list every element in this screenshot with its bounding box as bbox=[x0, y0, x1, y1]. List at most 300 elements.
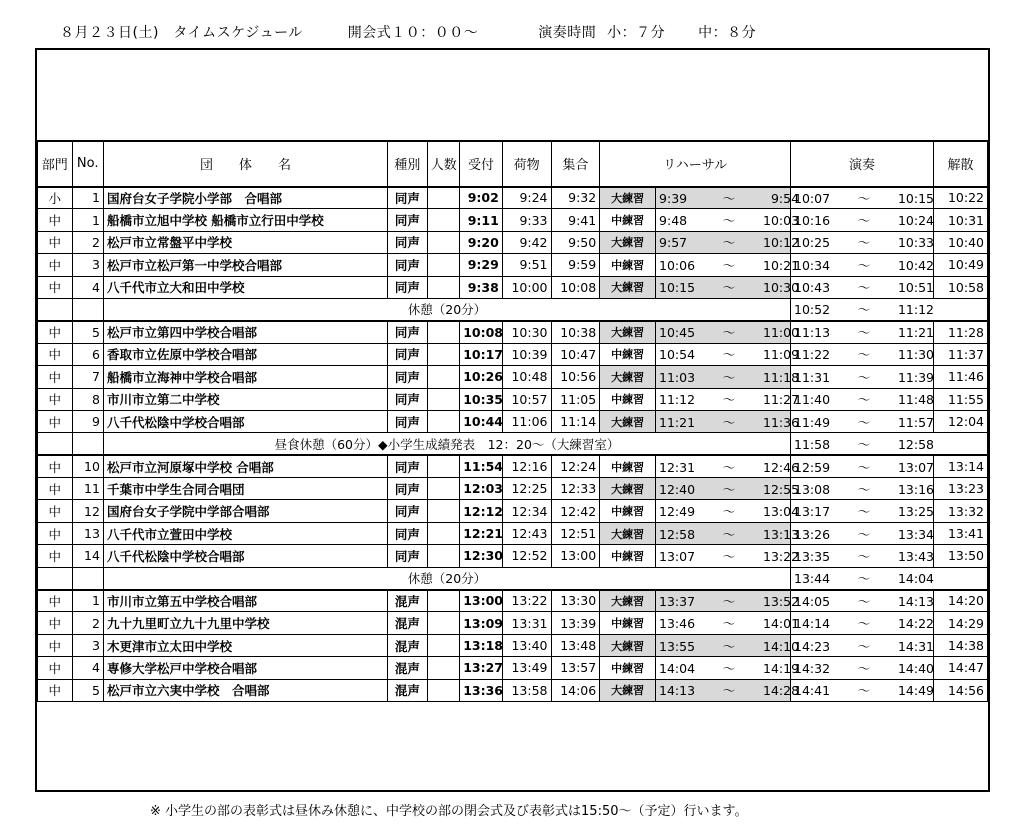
division-cell: 中 bbox=[38, 590, 73, 612]
performance-time-end: 11:39 bbox=[897, 369, 935, 385]
reception-cell: 9:20 bbox=[460, 231, 503, 253]
col-dismissal: 解散 bbox=[934, 141, 988, 187]
dismissal-cell: 10:40 bbox=[934, 231, 988, 253]
number-cell: 7 bbox=[72, 366, 103, 388]
gather-cell: 9:41 bbox=[551, 209, 600, 231]
break-time bbox=[791, 298, 934, 320]
col-group-name: 団 体 名 bbox=[103, 141, 387, 187]
gather-cell: 10:47 bbox=[551, 343, 600, 365]
rehearsal-time-start: 11:03 bbox=[659, 369, 696, 385]
rehearsal-room-cell: 大練習 bbox=[600, 276, 656, 298]
gather-cell: 12:33 bbox=[551, 478, 600, 500]
number-cell: 3 bbox=[72, 634, 103, 656]
division-cell: 中 bbox=[38, 343, 73, 365]
rehearsal-room-cell: 中練習 bbox=[600, 209, 656, 231]
performance-time bbox=[791, 410, 934, 432]
people-cell bbox=[427, 231, 459, 253]
tilde: ～ bbox=[722, 280, 736, 296]
tilde: ～ bbox=[857, 190, 871, 206]
performance-time bbox=[791, 276, 934, 298]
dismissal-cell: 13:23 bbox=[934, 478, 988, 500]
performance-time-end: 13:16 bbox=[897, 481, 935, 497]
group-name-cell: 八千代市立萱田中学校 bbox=[103, 522, 387, 544]
division-cell: 中 bbox=[38, 679, 73, 701]
performance-time-small: 小：７分 bbox=[607, 25, 666, 41]
table-row bbox=[38, 590, 988, 612]
performance-time bbox=[791, 209, 934, 231]
table-row bbox=[38, 612, 988, 634]
dismissal-cell: 13:41 bbox=[934, 522, 988, 544]
division-cell: 中 bbox=[38, 231, 73, 253]
group-name-cell: 九十九里町立九十九里中学校 bbox=[103, 612, 387, 634]
performance-time bbox=[791, 634, 934, 656]
tilde: ～ bbox=[857, 369, 871, 385]
tilde: ～ bbox=[857, 213, 871, 229]
luggage-cell: 12:43 bbox=[502, 522, 551, 544]
rehearsal-time-end: 14:19 bbox=[763, 660, 800, 676]
tilde: ～ bbox=[722, 593, 736, 609]
kind-cell: 同声 bbox=[388, 366, 428, 388]
performance-time-end: 14:13 bbox=[897, 593, 935, 609]
performance-time-end: 10:33 bbox=[897, 235, 935, 251]
people-cell bbox=[427, 522, 459, 544]
performance-time-middle: 中：８分 bbox=[698, 25, 757, 41]
table-row bbox=[38, 231, 988, 253]
dismissal-cell: 10:49 bbox=[934, 254, 988, 276]
rehearsal-time bbox=[656, 209, 800, 231]
gather-cell: 9:50 bbox=[551, 231, 600, 253]
division-cell: 中 bbox=[38, 500, 73, 522]
people-cell bbox=[427, 679, 459, 701]
table-row bbox=[38, 522, 988, 544]
performance-time-start: 14:05 bbox=[794, 593, 831, 609]
performance-time-end: 11:21 bbox=[897, 325, 935, 341]
rehearsal-room-cell: 大練習 bbox=[600, 321, 656, 343]
dismissal-cell: 14:20 bbox=[934, 590, 988, 612]
rehearsal-time-end: 10:21 bbox=[763, 257, 800, 273]
luggage-cell: 9:33 bbox=[502, 209, 551, 231]
division-cell: 中 bbox=[38, 254, 73, 276]
performance-time-start: 13:35 bbox=[794, 548, 831, 564]
rehearsal-time-start: 13:46 bbox=[659, 616, 696, 632]
rehearsal-time-end: 13:13 bbox=[763, 526, 800, 542]
break-time bbox=[791, 433, 934, 455]
luggage-cell: 12:16 bbox=[502, 455, 551, 477]
kind-cell: 同声 bbox=[388, 187, 428, 209]
tilde: ～ bbox=[857, 571, 871, 587]
tilde: ～ bbox=[857, 638, 871, 654]
group-name-cell: 船橋市立旭中学校 船橋市立行田中学校 bbox=[103, 209, 387, 231]
col-people: 人数 bbox=[427, 141, 459, 187]
tilde: ～ bbox=[857, 526, 871, 542]
break-row bbox=[38, 298, 988, 320]
group-name-cell: 木更津市立太田中学校 bbox=[103, 634, 387, 656]
performance-time-start: 11:40 bbox=[794, 392, 831, 408]
group-name-cell: 八千代松陰中学校合唱部 bbox=[103, 410, 387, 432]
reception-cell: 12:12 bbox=[460, 500, 503, 522]
tilde: ～ bbox=[722, 660, 736, 676]
rehearsal-room-cell: 大練習 bbox=[600, 410, 656, 432]
col-reception: 受付 bbox=[460, 141, 503, 187]
reception-cell: 13:18 bbox=[460, 634, 503, 656]
number-cell: 1 bbox=[72, 209, 103, 231]
schedule-header bbox=[60, 22, 756, 42]
performance-time bbox=[791, 679, 934, 701]
reception-cell: 12:21 bbox=[460, 522, 503, 544]
performance-time-end: 10:15 bbox=[897, 190, 935, 206]
rehearsal-time-start: 10:54 bbox=[659, 347, 696, 363]
tilde: ～ bbox=[857, 660, 871, 676]
tilde: ～ bbox=[722, 235, 736, 251]
rehearsal-time bbox=[656, 343, 800, 365]
break-dismiss-cell bbox=[934, 433, 988, 455]
performance-time bbox=[791, 455, 934, 477]
reception-cell: 10:26 bbox=[460, 366, 503, 388]
rehearsal-time bbox=[656, 187, 800, 209]
group-name-cell: 香取市立佐原中学校合唱部 bbox=[103, 343, 387, 365]
table-row bbox=[38, 276, 988, 298]
rehearsal-time bbox=[656, 388, 800, 410]
tilde: ～ bbox=[857, 683, 871, 699]
luggage-cell: 13:49 bbox=[502, 657, 551, 679]
tilde: ～ bbox=[857, 616, 871, 632]
number-cell: 4 bbox=[72, 276, 103, 298]
table-row bbox=[38, 679, 988, 701]
tilde: ～ bbox=[857, 548, 871, 564]
rehearsal-time-end: 12:46 bbox=[763, 459, 800, 475]
tilde: ～ bbox=[857, 392, 871, 408]
luggage-cell: 13:31 bbox=[502, 612, 551, 634]
division-cell: 小 bbox=[38, 187, 73, 209]
tilde: ～ bbox=[722, 504, 736, 520]
number-cell: 8 bbox=[72, 388, 103, 410]
rehearsal-time-start: 9:39 bbox=[659, 190, 688, 206]
luggage-cell: 13:58 bbox=[502, 679, 551, 701]
kind-cell: 混声 bbox=[388, 612, 428, 634]
dismissal-cell: 12:04 bbox=[934, 410, 988, 432]
performance-time-start: 11:31 bbox=[794, 369, 831, 385]
rehearsal-time-start: 12:49 bbox=[659, 504, 696, 520]
performance-time-start: 14:41 bbox=[794, 683, 831, 699]
rehearsal-time-start: 10:15 bbox=[659, 280, 696, 296]
rehearsal-time-end: 13:04 bbox=[763, 504, 800, 520]
gather-cell: 12:42 bbox=[551, 500, 600, 522]
tilde: ～ bbox=[857, 302, 871, 318]
rehearsal-time bbox=[656, 321, 800, 343]
performance-time-end: 10:42 bbox=[897, 257, 935, 273]
break-row bbox=[38, 567, 988, 589]
people-cell bbox=[427, 209, 459, 231]
kind-cell: 混声 bbox=[388, 679, 428, 701]
gather-cell: 13:57 bbox=[551, 657, 600, 679]
luggage-cell: 11:06 bbox=[502, 410, 551, 432]
people-cell bbox=[427, 545, 459, 567]
tilde: ～ bbox=[857, 257, 871, 273]
rehearsal-time bbox=[656, 410, 800, 432]
rehearsal-room-cell: 中練習 bbox=[600, 254, 656, 276]
kind-cell: 同声 bbox=[388, 500, 428, 522]
performance-time bbox=[791, 590, 934, 612]
number-cell: 9 bbox=[72, 410, 103, 432]
dismissal-cell: 13:14 bbox=[934, 455, 988, 477]
performance-time bbox=[791, 187, 934, 209]
kind-cell: 同声 bbox=[388, 545, 428, 567]
division-cell: 中 bbox=[38, 545, 73, 567]
rehearsal-time bbox=[656, 366, 800, 388]
reception-cell: 10:44 bbox=[460, 410, 503, 432]
luggage-cell: 9:42 bbox=[502, 231, 551, 253]
gather-cell: 13:00 bbox=[551, 545, 600, 567]
break-time bbox=[791, 567, 934, 589]
luggage-cell: 10:48 bbox=[502, 366, 551, 388]
break-division-cell bbox=[38, 433, 73, 455]
people-cell bbox=[427, 187, 459, 209]
table-row bbox=[38, 187, 988, 209]
rehearsal-time bbox=[656, 478, 800, 500]
performance-time-start: 11:13 bbox=[794, 325, 831, 341]
gather-cell: 12:24 bbox=[551, 455, 600, 477]
division-cell: 中 bbox=[38, 657, 73, 679]
tilde: ～ bbox=[722, 190, 736, 206]
rehearsal-time-start: 12:40 bbox=[659, 481, 696, 497]
tilde: ～ bbox=[857, 459, 871, 475]
rehearsal-time-end: 14:10 bbox=[763, 638, 800, 654]
gather-cell: 9:32 bbox=[551, 187, 600, 209]
performance-time-start: 13:08 bbox=[794, 481, 831, 497]
tilde: ～ bbox=[857, 235, 871, 251]
tilde: ～ bbox=[857, 414, 871, 430]
blank-box bbox=[37, 50, 988, 142]
reception-cell: 11:54 bbox=[460, 455, 503, 477]
performance-time-end: 13:07 bbox=[897, 459, 935, 475]
gather-cell: 11:14 bbox=[551, 410, 600, 432]
col-number: No. bbox=[72, 141, 103, 187]
rehearsal-room-cell: 中練習 bbox=[600, 612, 656, 634]
reception-cell: 13:36 bbox=[460, 679, 503, 701]
schedule-frame bbox=[35, 48, 990, 792]
performance-time-end: 10:51 bbox=[897, 280, 935, 296]
division-cell: 中 bbox=[38, 388, 73, 410]
performance-time-start: 13:17 bbox=[794, 504, 831, 520]
kind-cell: 同声 bbox=[388, 231, 428, 253]
luggage-cell: 10:39 bbox=[502, 343, 551, 365]
break-label: 昼食休憩（60分）◆小学生成績発表 12：20～（大練習室） bbox=[103, 433, 790, 455]
group-name-cell: 国府台女子学院中学部合唱部 bbox=[103, 500, 387, 522]
group-name-cell: 八千代松陰中学校合唱部 bbox=[103, 545, 387, 567]
dismissal-cell: 13:50 bbox=[934, 545, 988, 567]
performance-time-end: 14:49 bbox=[897, 683, 935, 699]
tilde: ～ bbox=[722, 481, 736, 497]
tilde: ～ bbox=[857, 325, 871, 341]
break-dismiss-cell bbox=[934, 298, 988, 320]
gather-cell: 13:30 bbox=[551, 590, 600, 612]
gather-cell: 10:56 bbox=[551, 366, 600, 388]
break-time-end: 14:04 bbox=[897, 571, 935, 587]
gather-cell: 10:08 bbox=[551, 276, 600, 298]
table-row bbox=[38, 388, 988, 410]
group-name-cell: 松戸市立河原塚中学校 合唱部 bbox=[103, 455, 387, 477]
luggage-cell: 13:22 bbox=[502, 590, 551, 612]
rehearsal-time-end: 11:27 bbox=[763, 392, 800, 408]
people-cell bbox=[427, 657, 459, 679]
tilde: ～ bbox=[857, 481, 871, 497]
tilde: ～ bbox=[722, 526, 736, 542]
group-name-cell: 国府台女子学院小学部 合唱部 bbox=[103, 187, 387, 209]
people-cell bbox=[427, 634, 459, 656]
performance-time-label: 演奏時間 bbox=[538, 25, 597, 41]
performance-time-end: 13:25 bbox=[897, 504, 935, 520]
performance-time-end: 14:40 bbox=[897, 660, 935, 676]
break-number-cell bbox=[72, 433, 103, 455]
table-row bbox=[38, 657, 988, 679]
gather-cell: 13:39 bbox=[551, 612, 600, 634]
group-name-cell: 千葉市中学生合同合唱団 bbox=[103, 478, 387, 500]
division-cell: 中 bbox=[38, 209, 73, 231]
rehearsal-time bbox=[656, 522, 800, 544]
reception-cell: 13:09 bbox=[460, 612, 503, 634]
number-cell: 11 bbox=[72, 478, 103, 500]
reception-cell: 9:02 bbox=[460, 187, 503, 209]
rehearsal-time-end: 12:55 bbox=[763, 481, 800, 497]
performance-time-start: 11:49 bbox=[794, 414, 831, 430]
tilde: ～ bbox=[857, 593, 871, 609]
performance-time-end: 11:57 bbox=[897, 414, 935, 430]
people-cell bbox=[427, 478, 459, 500]
performance-time bbox=[791, 343, 934, 365]
break-label: 休憩（20分） bbox=[103, 567, 790, 589]
reception-cell: 10:17 bbox=[460, 343, 503, 365]
rehearsal-time-start: 9:57 bbox=[659, 235, 688, 251]
kind-cell: 同声 bbox=[388, 321, 428, 343]
rehearsal-time bbox=[656, 612, 800, 634]
people-cell bbox=[427, 321, 459, 343]
number-cell: 6 bbox=[72, 343, 103, 365]
dismissal-cell: 11:37 bbox=[934, 343, 988, 365]
tilde: ～ bbox=[722, 347, 736, 363]
luggage-cell: 12:25 bbox=[502, 478, 551, 500]
number-cell: 14 bbox=[72, 545, 103, 567]
rehearsal-time-start: 14:13 bbox=[659, 683, 696, 699]
kind-cell: 混声 bbox=[388, 590, 428, 612]
number-cell: 4 bbox=[72, 657, 103, 679]
table-row bbox=[38, 343, 988, 365]
performance-time-start: 11:22 bbox=[794, 347, 831, 363]
rehearsal-room-cell: 大練習 bbox=[600, 478, 656, 500]
dismissal-cell: 14:56 bbox=[934, 679, 988, 701]
reception-cell: 13:00 bbox=[460, 590, 503, 612]
tilde: ～ bbox=[857, 347, 871, 363]
rehearsal-room-cell: 大練習 bbox=[600, 522, 656, 544]
people-cell bbox=[427, 254, 459, 276]
group-name-cell: 松戸市立第四中学校合唱部 bbox=[103, 321, 387, 343]
rehearsal-room-cell: 大練習 bbox=[600, 366, 656, 388]
rehearsal-time-start: 12:31 bbox=[659, 459, 696, 475]
division-cell: 中 bbox=[38, 410, 73, 432]
rehearsal-room-cell: 大練習 bbox=[600, 231, 656, 253]
number-cell: 5 bbox=[72, 321, 103, 343]
rehearsal-time bbox=[656, 455, 800, 477]
group-name-cell: 松戸市立常盤平中学校 bbox=[103, 231, 387, 253]
kind-cell: 同声 bbox=[388, 388, 428, 410]
rehearsal-time-start: 10:06 bbox=[659, 257, 696, 273]
rehearsal-time-end: 11:00 bbox=[763, 325, 800, 341]
group-name-cell: 市川市立第五中学校合唱部 bbox=[103, 590, 387, 612]
dismissal-cell: 10:31 bbox=[934, 209, 988, 231]
division-cell: 中 bbox=[38, 478, 73, 500]
reception-cell: 10:08 bbox=[460, 321, 503, 343]
break-time-end: 12:58 bbox=[897, 436, 935, 452]
dismissal-cell: 14:47 bbox=[934, 657, 988, 679]
division-cell: 中 bbox=[38, 366, 73, 388]
kind-cell: 同声 bbox=[388, 209, 428, 231]
col-kind: 種別 bbox=[388, 141, 428, 187]
kind-cell: 同声 bbox=[388, 478, 428, 500]
schedule-rows bbox=[38, 187, 988, 702]
number-cell: 2 bbox=[72, 612, 103, 634]
performance-time bbox=[791, 254, 934, 276]
group-name-cell: 船橋市立海神中学校合唱部 bbox=[103, 366, 387, 388]
people-cell bbox=[427, 590, 459, 612]
rehearsal-time-start: 10:45 bbox=[659, 325, 696, 341]
gather-cell: 10:38 bbox=[551, 321, 600, 343]
break-time-start: 13:44 bbox=[794, 571, 831, 587]
number-cell: 13 bbox=[72, 522, 103, 544]
number-cell: 2 bbox=[72, 231, 103, 253]
break-time-start: 10:52 bbox=[794, 302, 831, 318]
performance-time-start: 10:34 bbox=[794, 257, 831, 273]
number-cell: 12 bbox=[72, 500, 103, 522]
table-row bbox=[38, 478, 988, 500]
footer-note: ※ 小学生の部の表彰式は昼休み休憩に、中学校の部の閉会式及び表彰式は15:50～（予定）行います。 bbox=[150, 804, 748, 819]
break-number-cell bbox=[72, 298, 103, 320]
rehearsal-time-end: 10:12 bbox=[763, 235, 800, 251]
luggage-cell: 9:24 bbox=[502, 187, 551, 209]
rehearsal-room-cell: 中練習 bbox=[600, 500, 656, 522]
performance-time-start: 14:14 bbox=[794, 616, 831, 632]
people-cell bbox=[427, 410, 459, 432]
dismissal-cell: 11:46 bbox=[934, 366, 988, 388]
rehearsal-time-end: 13:22 bbox=[763, 548, 800, 564]
kind-cell: 混声 bbox=[388, 634, 428, 656]
rehearsal-time bbox=[656, 254, 800, 276]
division-cell: 中 bbox=[38, 634, 73, 656]
break-label: 休憩（20分） bbox=[103, 298, 790, 320]
col-rehearsal: リハーサル bbox=[600, 141, 791, 187]
tilde: ～ bbox=[722, 638, 736, 654]
performance-time bbox=[791, 478, 934, 500]
rehearsal-time-start: 11:21 bbox=[659, 414, 696, 430]
schedule-table bbox=[37, 140, 988, 702]
tilde: ～ bbox=[722, 683, 736, 699]
performance-time bbox=[791, 321, 934, 343]
performance-time-end: 13:43 bbox=[897, 548, 935, 564]
dismissal-cell: 13:32 bbox=[934, 500, 988, 522]
reception-cell: 9:29 bbox=[460, 254, 503, 276]
rehearsal-time-end: 11:09 bbox=[763, 347, 800, 363]
people-cell bbox=[427, 388, 459, 410]
dismissal-cell: 14:29 bbox=[934, 612, 988, 634]
rehearsal-time-end: 11:36 bbox=[763, 414, 800, 430]
performance-time bbox=[791, 231, 934, 253]
luggage-cell: 13:40 bbox=[502, 634, 551, 656]
group-name-cell: 松戸市立松戸第一中学校合唱部 bbox=[103, 254, 387, 276]
kind-cell: 同声 bbox=[388, 276, 428, 298]
rehearsal-time-end: 9:54 bbox=[770, 190, 800, 206]
kind-cell: 同声 bbox=[388, 410, 428, 432]
luggage-cell: 12:34 bbox=[502, 500, 551, 522]
performance-time bbox=[791, 612, 934, 634]
rehearsal-time-end: 11:18 bbox=[763, 369, 800, 385]
